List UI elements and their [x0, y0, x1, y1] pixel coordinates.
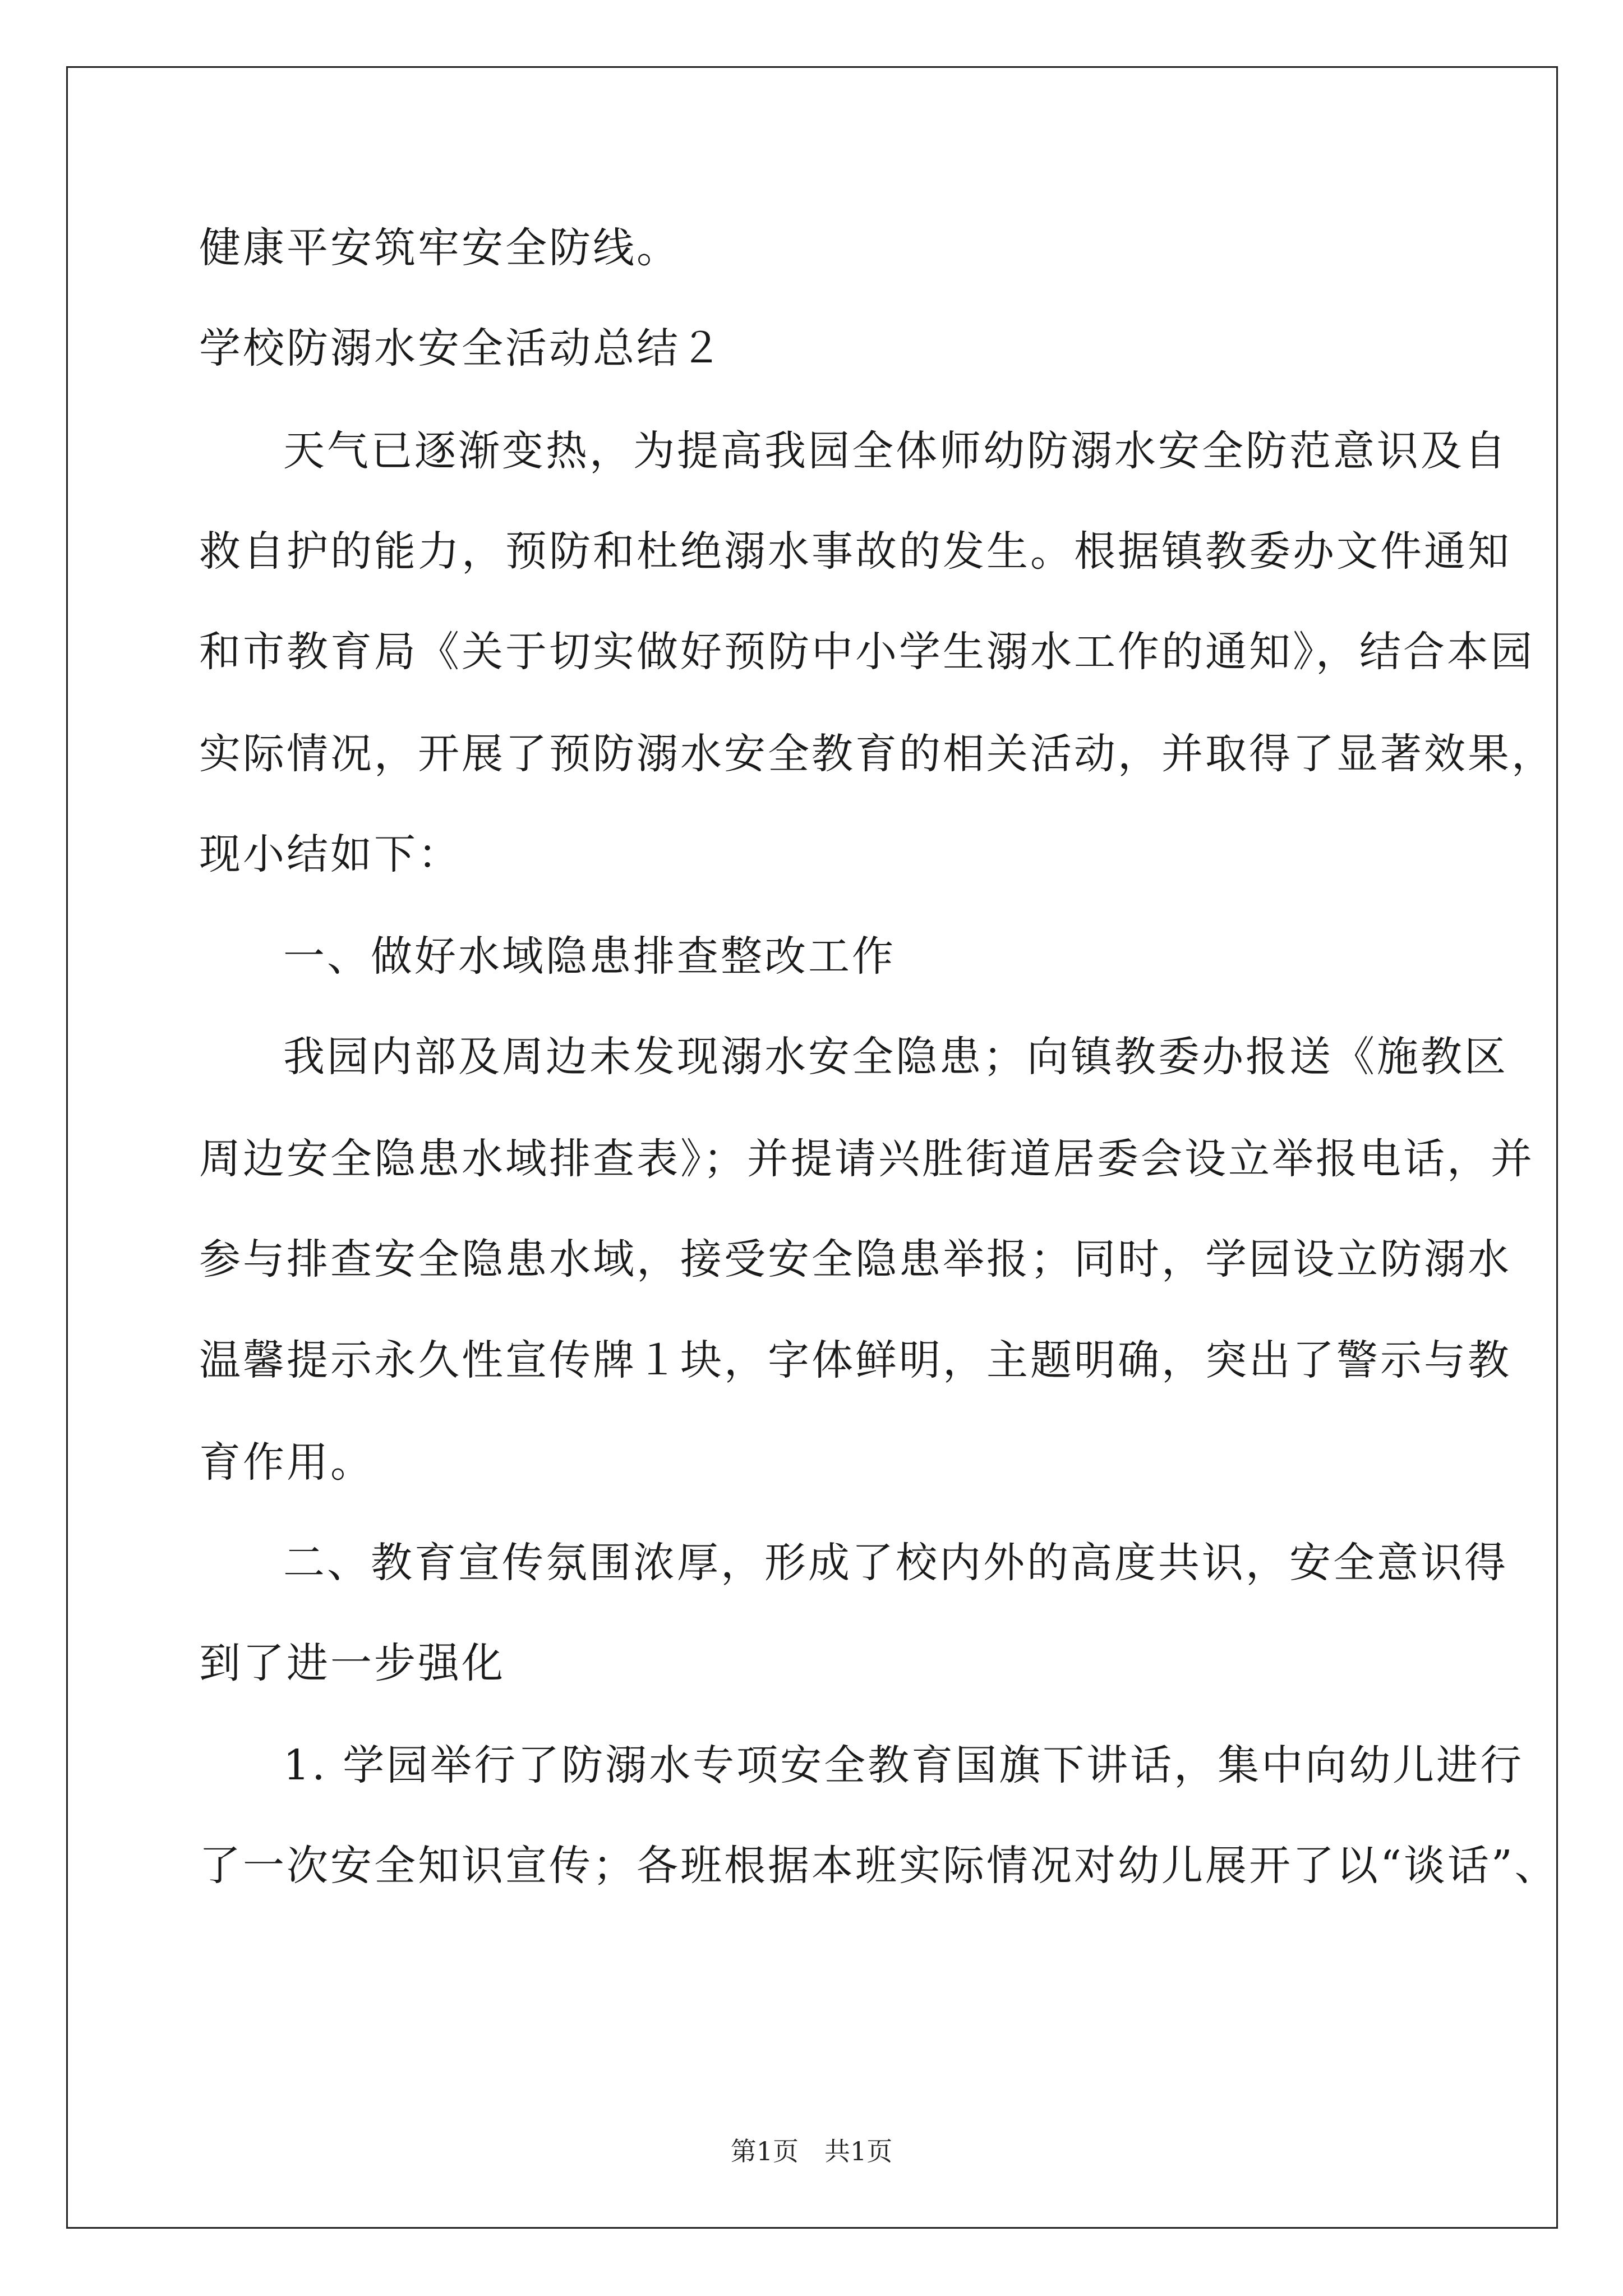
text-line: 现小结如下： — [199, 830, 462, 878]
page-footer: 第1页 共1页 — [730, 2136, 893, 2166]
subheading: 一、做好水域隐患排查整改工作 — [283, 932, 896, 981]
text-line: 实际情况，开展了预防溺水安全教育的相关活动，并取得了显著效果， — [199, 730, 1555, 778]
text-line: 健康平安筑牢安全防线。 — [199, 224, 680, 272]
text-line: 和市教育局《关于切实做好预防中小学生溺水工作的通知》，结合本园 — [199, 628, 1534, 676]
text-line: 救自护的能力，预防和杜绝溺水事故的发生。根据镇教委办文件通知 — [199, 527, 1511, 576]
text-line: 周边安全隐患水域排查表》；并提请兴胜街道居委会设立举报电话，并 — [199, 1135, 1534, 1183]
section-title: 学校防溺水安全活动总结２ — [199, 324, 724, 372]
text-line: 温馨提示永久性宣传牌１块，字体鲜明，主题明确，突出了警示与教 — [199, 1336, 1511, 1384]
text-line: 1. 学园举行了防溺水专项安全教育国旗下讲话，集中向幼儿进行 — [283, 1741, 1524, 1789]
subheading: 二、教育宣传氛围浓厚，形成了校内外的高度共识，安全意识得 — [283, 1539, 1508, 1587]
text-line: 参与排查安全隐患水域，接受安全隐患举报；同时，学园设立防溺水 — [199, 1235, 1511, 1283]
text-line: 到了进一步强化 — [199, 1639, 505, 1687]
text-line: 了一次安全知识宣传；各班根据本班实际情况对幼儿展开了以“谈话”、 — [199, 1842, 1559, 1890]
text-line: 育作用。 — [199, 1438, 374, 1487]
text-line: 天气已逐渐变热，为提高我园全体师幼防溺水安全防范意识及自 — [283, 427, 1508, 475]
text-line: 我园内部及周边未发现溺水安全隐患；向镇教委办报送《施教区 — [283, 1033, 1508, 1081]
